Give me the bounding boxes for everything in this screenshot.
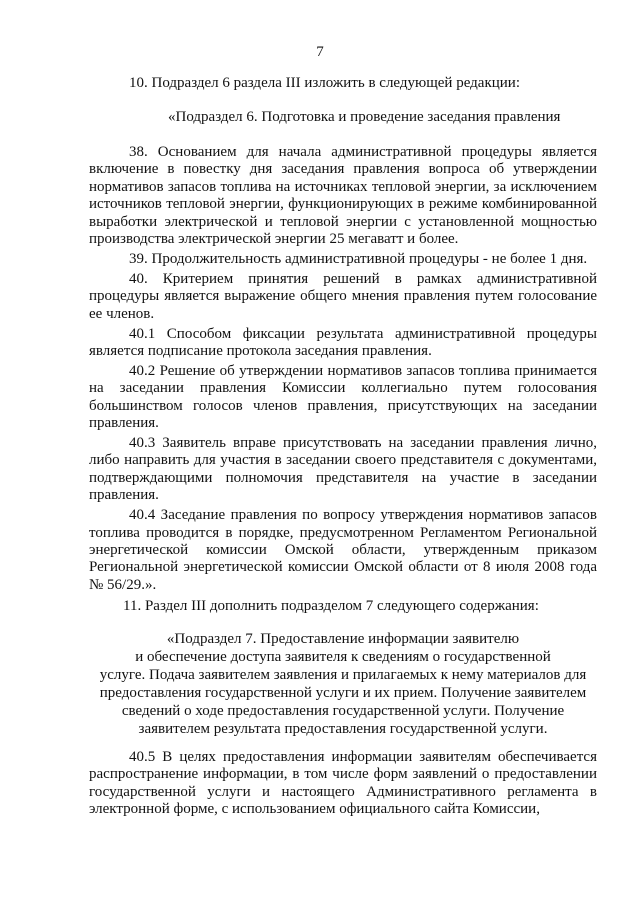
paragraph-40-5: 40.5 В целях предоставления информации заявителям обеспечивается распространение информации, в том числе форм заявлений о предоставлении государственной услуги и настоящего Административного регламента в электронной форме, с использованием официального сайта Комиссии, — [89, 749, 597, 818]
subsection-7-title-line: заявителем результата предоставления государственной услуги. — [138, 721, 548, 737]
paragraph-40-4: 40.4 Заседание правления по вопросу утверждения нормативов запасов топлива проводится в порядке, предусмотренном Регламентом Региональной энергетической комиссии Омской области, утвержденным приказом Региональной энергетической комиссии Омской области от 8 июля 2008 года № 56/29.». — [89, 507, 597, 593]
paragraph-40-2: 40.2 Решение об утверждении нормативов запасов топлива принимается на заседании правления Комиссии коллегиально путем голосования большинством голосов членов правления, присутствующих на заседании правления. — [89, 362, 597, 432]
subsection-7-title-line: услуге. Подача заявителем заявления и прилагаемых к нему материалов для — [99, 667, 587, 683]
subsection-7-title-line: предоставления государственной услуги и их прием. Получение заявителем — [99, 685, 587, 701]
subsection-7-title-line: и обеспечение доступа заявителя к сведениям о государственной — [135, 649, 551, 665]
amendment-item-11: 11. Раздел III дополнить подразделом 7 следующего содержания: — [123, 598, 539, 614]
subsection-7-title — [89, 630, 597, 738]
paragraph-40-3: 40.3 Заявитель вправе присутствовать на заседании правления лично, либо направить для участия в заседании своего представителя с документами, подтверждающими полномочия представителя на участие в заседании правления. — [89, 435, 597, 504]
paragraph-40-1: 40.1 Способом фиксации результата административной процедуры является подписание протокола заседания правления. — [89, 325, 597, 359]
page-number: 7 — [316, 44, 324, 60]
subsection-6-title: «Подраздел 6. Подготовка и проведение заседания правления — [168, 109, 561, 125]
subsection-6-body — [89, 144, 597, 594]
paragraph-38: 38. Основанием для начала административной процедуры является включение в повестку дня заседания правления вопроса об утверждении нормативов запасов топлива на источниках тепловой энергии, за исключением источников тепловой энергии, функционирующих в режиме комбинированной выработки электрической и тепловой энергии с установленной мощностью производства электрической энергии 25 мегаватт и более. — [89, 144, 597, 248]
paragraph-40: 40. Критерием принятия решений в рамках административной процедуры является выражение общего мнения правления путем голосование ее членов. — [89, 270, 597, 322]
subsection-7-title-line: «Подраздел 7. Предоставление информации заявителю — [166, 631, 520, 647]
subsection-7-title-line: сведений о ходе предоставления государственной услуги. Получение — [121, 703, 565, 719]
subsection-7-body — [89, 749, 597, 819]
amendment-item-10: 10. Подраздел 6 раздела III изложить в следующей редакции: — [129, 75, 520, 91]
paragraph-39: 39. Продолжительность административной процедуры - не более 1 дня. — [129, 250, 588, 267]
